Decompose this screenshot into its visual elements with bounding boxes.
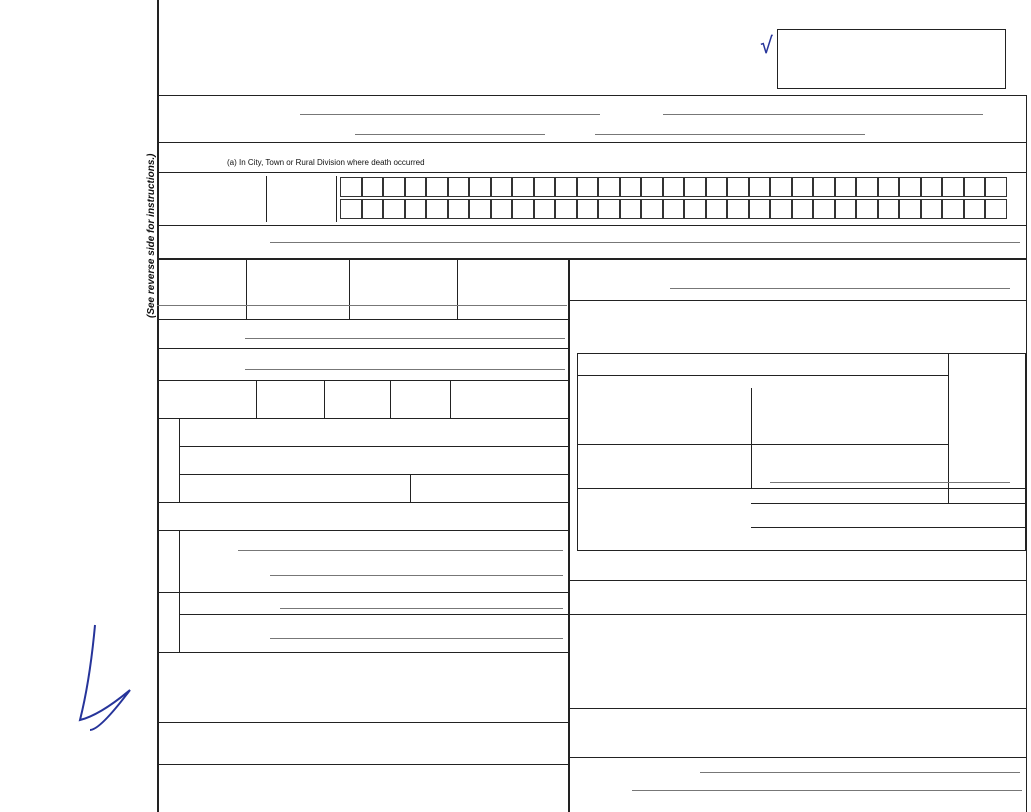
letter-box <box>899 199 921 219</box>
letter-box <box>577 177 599 197</box>
letter-box <box>921 199 943 219</box>
letter-box <box>383 177 405 197</box>
letter-box <box>340 199 362 219</box>
letter-box <box>340 177 362 197</box>
letter-box <box>598 199 620 219</box>
left-border <box>157 0 159 812</box>
letter-box <box>448 199 470 219</box>
letter-box <box>491 177 513 197</box>
letter-box <box>491 199 513 219</box>
sidebar-scribble <box>60 620 145 740</box>
letter-box <box>878 199 900 219</box>
letter-box <box>362 177 384 197</box>
letter-box <box>749 199 771 219</box>
letter-box <box>942 177 964 197</box>
letter-box <box>770 199 792 219</box>
letter-box <box>555 177 577 197</box>
letter-box <box>383 199 405 219</box>
letter-box <box>727 199 749 219</box>
letter-box <box>964 177 986 197</box>
letter-box <box>706 199 728 219</box>
letter-box <box>577 199 599 219</box>
letter-box <box>684 199 706 219</box>
letter-box <box>663 177 685 197</box>
letter-box <box>985 199 1007 219</box>
letter-box <box>469 199 491 219</box>
letter-box <box>620 177 642 197</box>
registration-number-box <box>777 29 1006 89</box>
letter-box <box>534 199 556 219</box>
letter-box <box>899 177 921 197</box>
letter-box <box>727 177 749 197</box>
letter-box <box>813 177 835 197</box>
letter-box <box>362 199 384 219</box>
letter-box <box>770 177 792 197</box>
letter-box <box>512 177 534 197</box>
letter-box <box>835 177 857 197</box>
letter-box <box>663 199 685 219</box>
letter-box <box>512 199 534 219</box>
letter-box <box>813 199 835 219</box>
letter-box <box>598 177 620 197</box>
letter-box <box>448 177 470 197</box>
middle-divider <box>568 259 570 812</box>
letter-box <box>405 199 427 219</box>
letter-box <box>641 199 663 219</box>
check-mark: √ <box>760 34 776 59</box>
letter-box <box>469 177 491 197</box>
letter-box <box>426 177 448 197</box>
letter-box <box>792 199 814 219</box>
letter-box <box>985 177 1007 197</box>
letter-box <box>426 199 448 219</box>
letter-box <box>749 177 771 197</box>
letter-box <box>921 177 943 197</box>
letter-box <box>835 199 857 219</box>
letter-box <box>555 199 577 219</box>
letter-box <box>856 199 878 219</box>
letter-box <box>942 199 964 219</box>
letter-box <box>620 199 642 219</box>
letter-box <box>856 177 878 197</box>
letter-box <box>641 177 663 197</box>
letter-box <box>964 199 986 219</box>
letter-box <box>534 177 556 197</box>
letter-box <box>792 177 814 197</box>
letter-box <box>405 177 427 197</box>
letter-box <box>706 177 728 197</box>
letter-box <box>878 177 900 197</box>
cause-of-death-box <box>577 353 1026 551</box>
sidebar-see-reverse: (See reverse side for instructions.) <box>146 153 157 318</box>
letter-box <box>684 177 706 197</box>
